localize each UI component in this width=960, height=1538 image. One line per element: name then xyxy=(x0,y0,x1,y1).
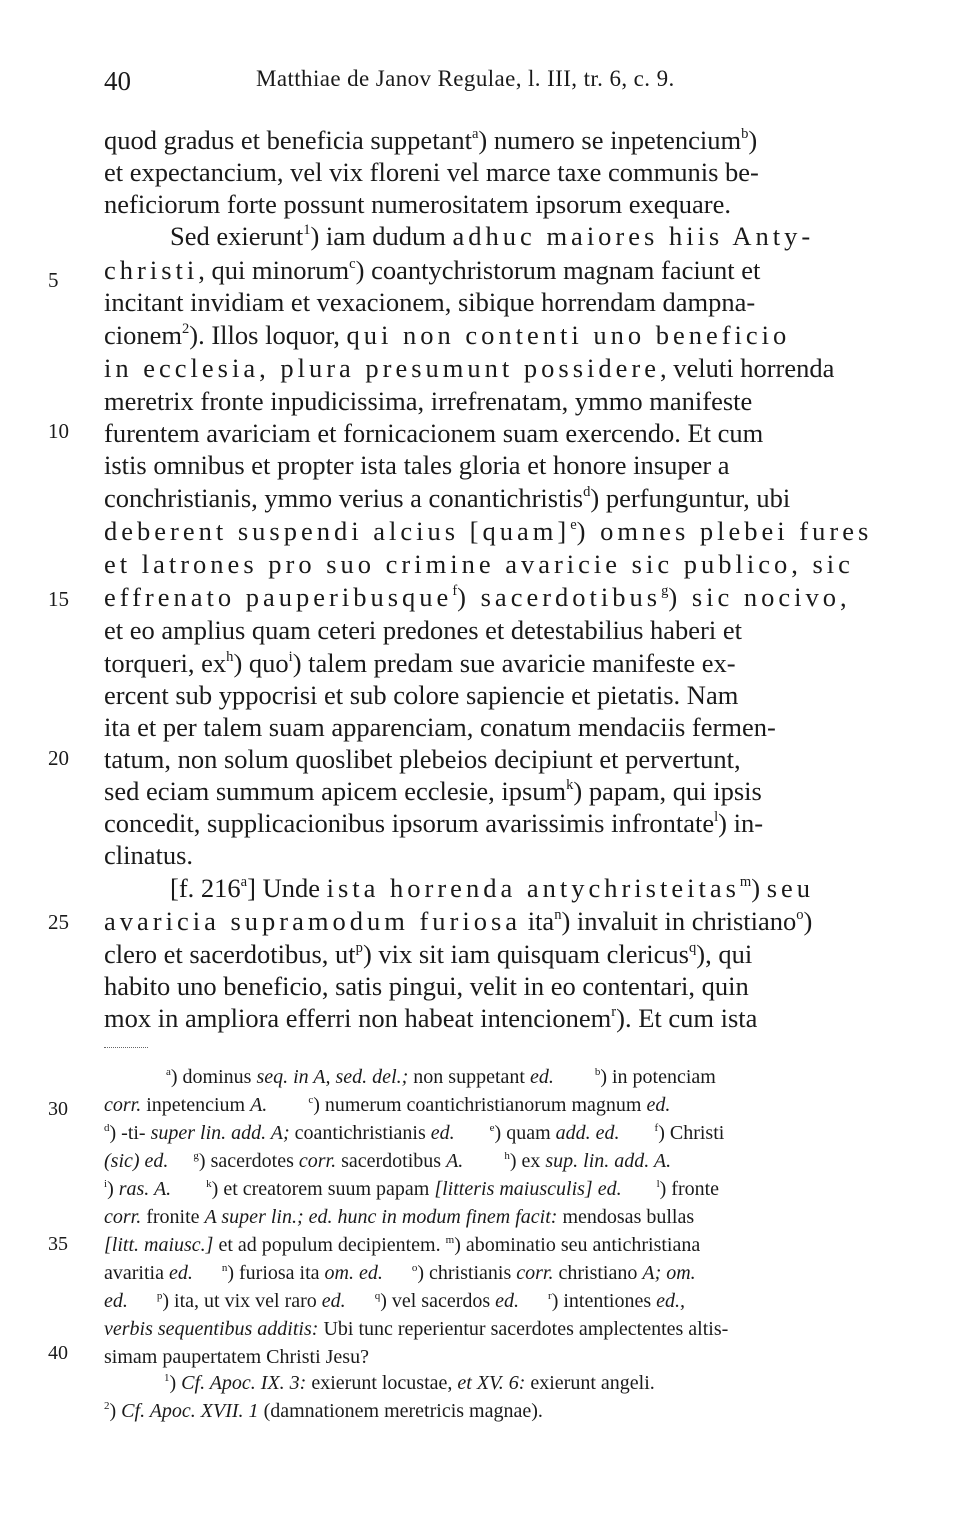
text-line: mox in ampliora efferri non habeat intencionem$^r$). Et cum ista xyxy=(104,1003,758,1033)
text-line: ita et per talem suam apparenciam, conatum mendaciis fermen- xyxy=(104,712,776,742)
text-line: et latrones pro suo crimine avaricie sic publico, sic xyxy=(104,549,854,579)
text-line: meretrix fronte inpudicissima, irrefrenatam, ymmo manifeste xyxy=(104,386,753,416)
footnote-line: ed. $^p$) ita, ut vix vel raro ed. $^q$) vel sacerdos ed. $^r$) intentiones ed., xyxy=(104,1289,686,1312)
text-line: sed eciam summum apicem ecclesie, ipsum$^k$) papam, qui ipsis xyxy=(104,776,762,806)
footnote-separator xyxy=(104,1047,148,1048)
text-line: furentem avariciam et fornicacionem suam exercendo. Et cum xyxy=(104,418,764,448)
text-line: ercent sub yppocrisi et sub colore sapiencie et pietatis. Nam xyxy=(104,680,739,710)
footnote-line: corr. fronite A super lin.; ed. hunc in modum finem facit: mendosas bullas xyxy=(104,1206,695,1228)
line-number-20: 20 xyxy=(48,746,69,770)
footnote-line: $^d$) -ti- super lin. add. A; coantichristianis ed. $^e$) quam add. ed. $^f$) Christi xyxy=(104,1121,725,1144)
text-line: [f. 216$^a$] Unde ista horrenda antychristeitas$^m$) seu xyxy=(170,873,815,903)
footnote-line: (sic) ed. $^g$) sacerdotes corr. sacerdotibus A. $^h$) ex sup. lin. add. A. xyxy=(104,1149,672,1172)
line-number-10: 10 xyxy=(48,419,69,443)
text-line: habito uno beneficio, satis pingui, velit in eo contentari, quin xyxy=(104,971,749,1001)
page-header xyxy=(104,60,884,100)
line-number-35: 35 xyxy=(48,1233,68,1255)
footnote-line: avaritia ed. $^n$) furiosa ita om. ed. $^o$) christianis corr. christiano A; om. xyxy=(104,1261,696,1284)
text-line: tatum, non solum quoslibet plebeios decipiunt et pervertunt, xyxy=(104,744,741,774)
text-line: Sed exierunt$^1$) iam dudum adhuc maiores hiis Anty- xyxy=(170,221,815,251)
line-number-40: 40 xyxy=(48,1342,68,1364)
text-line: quod gradus et beneficia suppetant$^a$) numero se inpetencium$^b$) xyxy=(104,125,758,155)
text-line: concedit, supplicacionibus ipsorum avarissimis infrontate$^l$) in- xyxy=(104,808,764,838)
text-line: neficiorum forte possunt numerositatem ipsorum exequare. xyxy=(104,189,731,219)
text-line: et expectancium, vel vix floreni vel marce taxe communis be- xyxy=(104,157,759,187)
text-line: avaricia supramodum furiosa ita$^n$) invaluit in christiano$^o$) xyxy=(104,906,813,936)
footnote-line: [litt. maiusc.] et ad populum decipientem. $^m$) abominatio seu antichristiana xyxy=(104,1233,701,1256)
text-line: in ecclesia, plura presumunt possidere, veluti horrenda xyxy=(104,353,835,383)
footnote-line: $^1$) Cf. Apoc. IX. 3: exierunt locustae, et XV. 6: exierunt angeli. xyxy=(164,1371,655,1394)
text-line: et eo amplius quam ceteri predones et detestabilius haberi et xyxy=(104,615,742,645)
footnote-line: $^a$) dominus seq. in A, sed. del.; non suppetant ed. $^b$) in potenciam xyxy=(166,1065,716,1088)
text-line: effrenato pauperibusque$^f$) sacerdotibus$^g$) sic nocivo, xyxy=(104,582,851,612)
text-line: torqueri, $ex^h$) quo$^i$) talem predam sue avaricie manifeste ex- xyxy=(104,648,736,678)
footnote-line: $^2$) Cf. Apoc. XVII. 1 (damnationem meretricis magnae). xyxy=(104,1399,543,1422)
line-number-5: 5 xyxy=(48,268,59,292)
text-line: clero et sacerdotibus, $ut^p$) vix sit iam quisquam clericus$^q$), qui xyxy=(104,939,753,969)
footnote-line: verbis sequentibus additis: Ubi tunc reperientur sacerdotes amplectentes altis- xyxy=(104,1318,729,1340)
text-line: cionem$^2$). Illos loquor, qui non contenti uno beneficio xyxy=(104,320,791,350)
text-line: christi, qui minorum$^c$) coantychristorum magnam faciunt et xyxy=(104,255,761,285)
footnote-line: simam paupertatem Christi Jesu? xyxy=(104,1346,369,1368)
footnote-line: corr. inpetencium A. $^c$) numerum coantichristianorum magnum ed. xyxy=(104,1093,671,1116)
text-line: incitant invidiam et vexacionem, sibique horrendam dampna- xyxy=(104,287,756,317)
line-number-15: 15 xyxy=(48,587,69,611)
text-line: deberent suspendi alcius [quam]$^e$) omnes plebei fures xyxy=(104,516,873,546)
text-line: conchristianis, ymmo verius a conantichristis$^d$) perfunguntur, ubi xyxy=(104,483,791,513)
page-number: 40 xyxy=(104,66,131,96)
running-title: Matthiae de Janov Regulae, l. III, tr. 6, c. 9. xyxy=(256,66,675,91)
line-number-30: 30 xyxy=(48,1098,68,1120)
text-line: clinatus. xyxy=(104,840,194,870)
footnote-line: $^i$) ras. A. $^k$) et creatorem suum papam [litteris maiusculis] ed. $^l$) fronte xyxy=(104,1177,720,1200)
line-number-25: 25 xyxy=(48,910,69,934)
text-line: istis omnibus et propter ista tales gloria et honore insuper a xyxy=(104,450,730,480)
